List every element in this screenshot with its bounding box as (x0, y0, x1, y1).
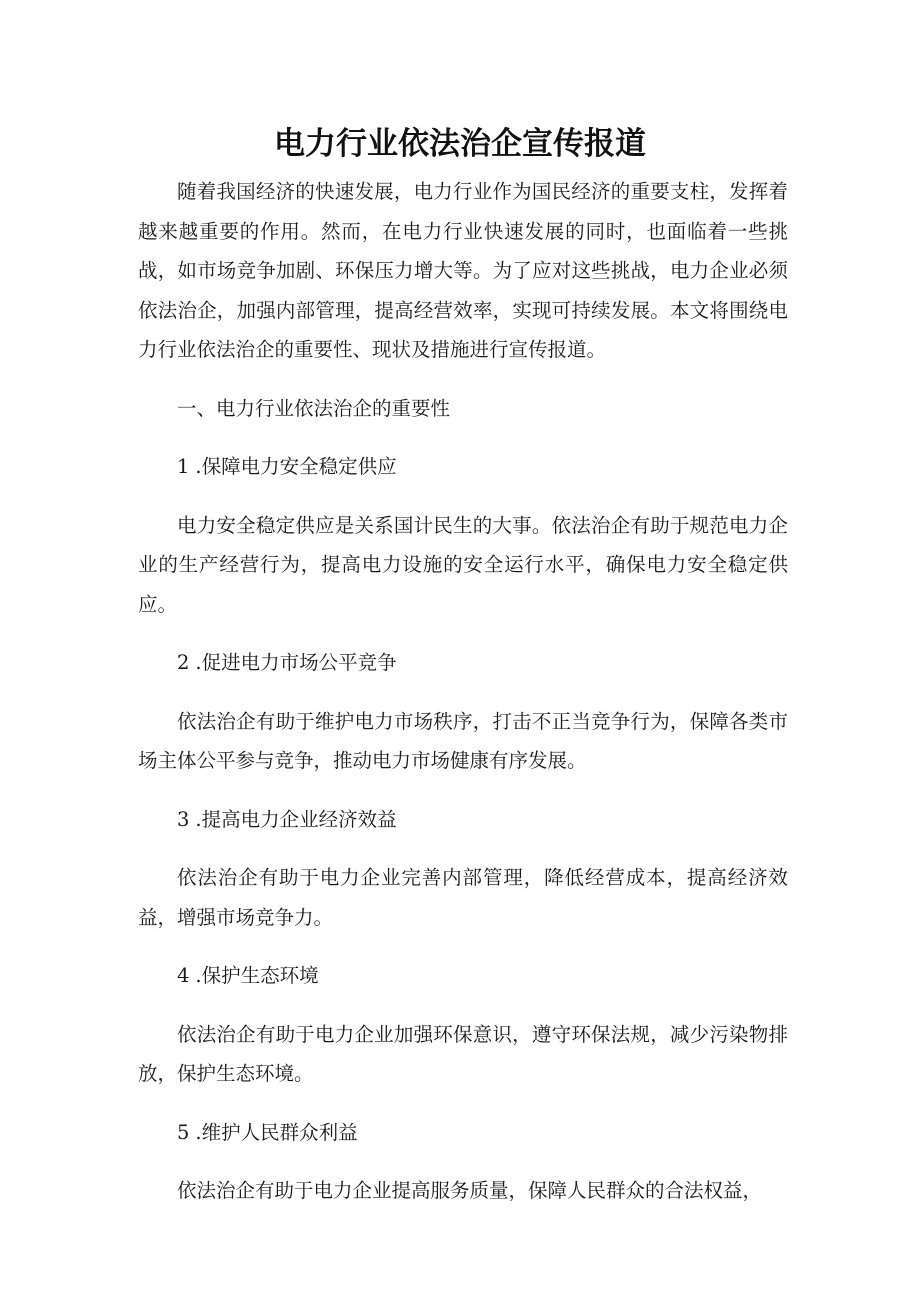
intro-paragraph: 随着我国经济的快速发展，电力行业作为国民经济的重要支柱，发挥着越来越重要的作用。然而，在电力行业快速发展的同时，也面临着一些挑战，如市场竞争加剧、环保压力增大等。为了应对这些挑战，电力企业必须依法治企，加强内部管理，提高经营效率，实现可持续发展。本文将围绕电力行业依法治企的重要性、现状及措施进行宣传报道。 (138, 180, 788, 361)
section-heading: 一、电力行业依法治企的重要性 (177, 396, 451, 420)
item-heading-text-2: .促进电力市场公平竞争 (195, 651, 397, 674)
item-heading-text-3: .提高电力企业经济效益 (195, 807, 397, 831)
item-heading-3 (138, 800, 788, 840)
item-body-2: 依法治企有助于维护电力市场秩序，打击不正当竞争行为，保障各类市场主体公平参与竞争，推动电力市场健康有序发展。 (138, 709, 788, 772)
item-heading-4 (138, 956, 788, 996)
item-heading-text-5: .维护人民群众利益 (195, 1120, 358, 1144)
item-number-3: 3 (177, 807, 190, 831)
item-number-5: 5 (177, 1120, 190, 1144)
document-body (138, 172, 788, 1230)
item-body-4: 依法治企有助于电力企业加强环保意识，遵守环保法规，减少污染物排放，保护生态环境。 (138, 1022, 788, 1085)
item-number-4: 4 (177, 964, 190, 987)
item-heading-5 (138, 1113, 788, 1153)
item-body-1: 电力安全稳定供应是关系国计民生的大事。依法治企有助于规范电力企业的生产经营行为，提高电力设施的安全运行水平，确保电力安全稳定供应。 (138, 513, 788, 616)
item-body-3: 依法治企有助于电力企业完善内部管理，降低经营成本，提高经济效益，增强市场竞争力。 (138, 866, 788, 929)
document-title: 电力行业依法治企宣传报道 (274, 126, 646, 162)
item-heading-text-4: .保护生态环境 (195, 964, 319, 987)
item-number-1: 1 (177, 455, 190, 478)
item-heading-2 (138, 643, 788, 683)
item-heading-1 (138, 447, 788, 487)
item-number-2: 2 (177, 651, 190, 674)
item-heading-text-1: .保障电力安全稳定供应 (195, 455, 397, 478)
item-body-5: 依法治企有助于电力企业提高服务质量，保障人民群众的合法权益， (177, 1179, 763, 1202)
